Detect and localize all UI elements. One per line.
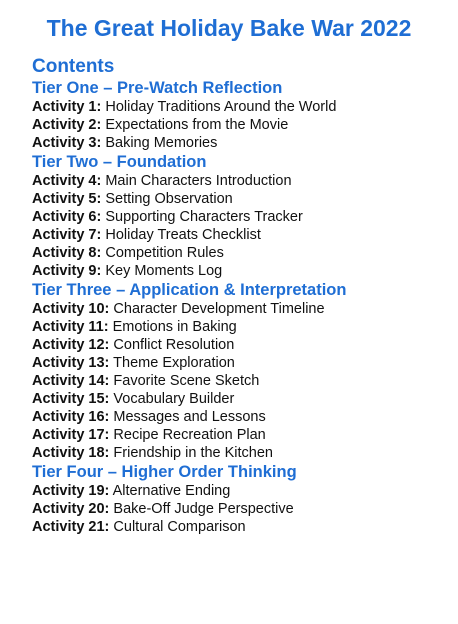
- activity-label: Activity 18:: [32, 445, 110, 461]
- activity-title: Supporting Characters Tracker: [105, 209, 303, 225]
- activity-label: Activity 16:: [32, 409, 110, 425]
- activity-title: Holiday Treats Checklist: [105, 227, 261, 243]
- activity-item: [32, 190, 442, 208]
- activity-title: Conflict Resolution: [113, 337, 235, 353]
- activity-item: [32, 444, 442, 462]
- tier-heading-one: Tier One – Pre-Watch Reflection: [32, 79, 283, 97]
- activity-label: Activity 7:: [32, 227, 102, 243]
- activity-item: [32, 208, 442, 226]
- activity-label: Activity 15:: [32, 391, 110, 407]
- activity-item: [32, 300, 442, 318]
- activity-item: [32, 318, 442, 336]
- activity-title: Setting Observation: [105, 191, 233, 207]
- tier-heading-three: Tier Three – Application & Interpretation: [32, 281, 347, 299]
- activity-label: Activity 12:: [32, 337, 110, 353]
- activity-title: Character Development Timeline: [113, 301, 325, 317]
- activity-title: Cultural Comparison: [113, 519, 246, 535]
- activity-label: Activity 21:: [32, 519, 110, 535]
- activity-item: [32, 390, 442, 408]
- activity-item: [32, 482, 442, 500]
- activity-label: Activity 17:: [32, 427, 110, 443]
- activity-label: Activity 6:: [32, 209, 102, 225]
- activity-title: Baking Memories: [105, 135, 218, 151]
- activity-item: [32, 172, 442, 190]
- activity-item: [32, 354, 442, 372]
- activity-label: Activity 8:: [32, 245, 102, 261]
- activity-item: [32, 98, 442, 116]
- activity-item: [32, 518, 442, 536]
- activity-title: Alternative Ending: [112, 483, 231, 499]
- activity-label: Activity 14:: [32, 373, 110, 389]
- activity-label: Activity 2:: [32, 117, 102, 133]
- activity-item: [32, 244, 442, 262]
- activity-label: Activity 20:: [32, 501, 110, 517]
- activity-title: Vocabulary Builder: [113, 391, 235, 407]
- activity-label: Activity 19:: [32, 483, 110, 499]
- activity-item: [32, 134, 442, 152]
- activity-title: Emotions in Baking: [112, 319, 237, 335]
- activity-title: Theme Exploration: [113, 355, 235, 371]
- activity-label: Activity 1:: [32, 99, 102, 115]
- activity-label: Activity 5:: [32, 191, 102, 207]
- activity-label: Activity 9:: [32, 263, 102, 279]
- tier-heading-two: Tier Two – Foundation: [32, 153, 207, 171]
- activity-label: Activity 13:: [32, 355, 110, 371]
- document-title: The Great Holiday Bake War 2022: [46, 15, 412, 41]
- activity-item: [32, 500, 442, 518]
- activity-title: Main Characters Introduction: [105, 173, 292, 189]
- activity-item: [32, 372, 442, 390]
- activity-item: [32, 116, 442, 134]
- activity-label: Activity 11:: [32, 319, 109, 335]
- activity-title: Recipe Recreation Plan: [113, 427, 266, 443]
- activity-title: Messages and Lessons: [113, 409, 266, 425]
- activity-title: Holiday Traditions Around the World: [105, 99, 337, 115]
- activity-item: [32, 336, 442, 354]
- activity-item: [32, 426, 442, 444]
- tier-heading-four: Tier Four – Higher Order Thinking: [32, 463, 297, 481]
- activity-title: Favorite Scene Sketch: [113, 373, 260, 389]
- activity-label: Activity 4:: [32, 173, 102, 189]
- activity-item: [32, 226, 442, 244]
- activity-title: Bake-Off Judge Perspective: [113, 501, 294, 517]
- activity-item: [32, 408, 442, 426]
- activity-label: Activity 3:: [32, 135, 102, 151]
- activity-label: Activity 10:: [32, 301, 110, 317]
- table-of-contents: [32, 78, 442, 536]
- activity-item: [32, 262, 442, 280]
- activity-title: Friendship in the Kitchen: [113, 445, 273, 461]
- activity-title: Competition Rules: [105, 245, 224, 261]
- contents-heading: Contents: [32, 56, 115, 77]
- activity-title: Key Moments Log: [105, 263, 223, 279]
- activity-title: Expectations from the Movie: [105, 117, 289, 133]
